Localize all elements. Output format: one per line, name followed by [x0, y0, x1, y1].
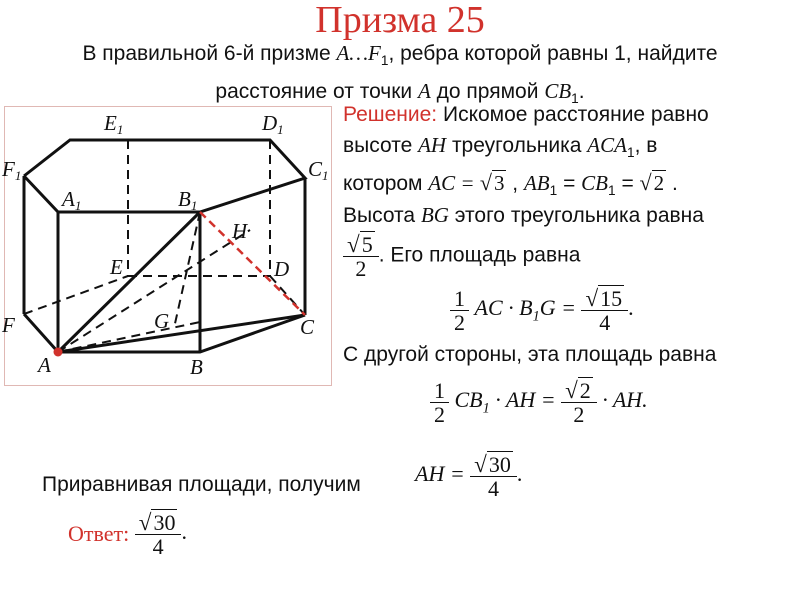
label-F: F: [2, 313, 15, 337]
area-formula-2: $\frac{1}{2}$ $CB_1$ · AH = $\frac{√2}{2}$ · AH.: [430, 378, 648, 426]
label-E1: E1: [104, 111, 124, 137]
fraction-half: $\frac{1}{2}$: [450, 287, 469, 334]
sqrt-2: √2: [639, 170, 665, 196]
solution-line-3: котором AC = √3 , $AB_1 = CB_1 = √2$ .: [343, 170, 678, 199]
height-line: Высота BG этого треугольника равна: [343, 203, 704, 227]
label-B1: B1: [178, 187, 198, 213]
fraction-half-2: $\frac{1}{2}$: [430, 379, 449, 426]
label-F1: F1: [2, 157, 22, 183]
solution-line-2: высоте AH треугольника $ACA_1$, в: [343, 133, 658, 161]
ah-formula: AH = $\frac{√30}{4}$ .: [415, 451, 523, 502]
label-C: C: [300, 315, 315, 339]
answer-label: Ответ:: [68, 521, 130, 547]
point-A: [54, 348, 63, 357]
sqrt-3: √3: [479, 170, 505, 196]
label-E: E: [110, 255, 123, 279]
label-A1: A1: [62, 187, 82, 213]
solution-line-1: Решение: Искомое расстояние равно: [343, 103, 709, 126]
label-C1: C1: [308, 157, 329, 183]
edge-FE: [24, 276, 128, 314]
label-B: B: [190, 355, 203, 379]
fraction-sqrt15-over-4: $\frac{√15}{4}$: [581, 286, 628, 334]
page-title: Призма 25: [315, 0, 485, 41]
label-D1: D1: [262, 111, 284, 137]
line-CB1: [200, 212, 305, 315]
fraction-sqrt5-over-2: $\frac{√5}{2}$: [343, 232, 379, 280]
label-D: D: [274, 257, 290, 281]
height-value-line: $\frac{√5}{2}$ . Его площадь равна: [343, 232, 793, 280]
prism-figure: [0, 100, 340, 390]
label-H: H: [232, 219, 248, 243]
edge-DC: [270, 276, 305, 315]
problem-line-2: расстояние от точки A до прямой $CB_1$.: [215, 79, 585, 107]
other-side-line: С другой стороны, эта площадь равна: [343, 343, 717, 366]
answer-line: Ответ: $\frac{√30}{4}$ .: [68, 509, 187, 560]
problem-line-1: В правильной 6-й призме $A\dots F_1$, ребра которой равны 1, найдите: [82, 41, 718, 69]
label-G: G: [154, 309, 170, 333]
solution-label: Решение:: [343, 103, 438, 126]
answer-fraction: $\frac{√30}{4}$: [135, 510, 182, 558]
fraction-sqrt30-over-4: $\frac{√30}{4}$: [470, 452, 517, 500]
solution-block: [343, 100, 793, 206]
label-A: A: [38, 353, 51, 377]
equate-line: Приравнивая площади, получим: [42, 473, 361, 496]
area-formula-1: $\frac{1}{2}$ AC · $B_1G$ = $\frac{√15}{4}$ .: [450, 286, 634, 334]
diagonal-AC: [58, 315, 305, 352]
segment-AG: [58, 322, 200, 352]
fraction-sqrt2-over-2: $\frac{√2}{2}$: [561, 378, 597, 426]
